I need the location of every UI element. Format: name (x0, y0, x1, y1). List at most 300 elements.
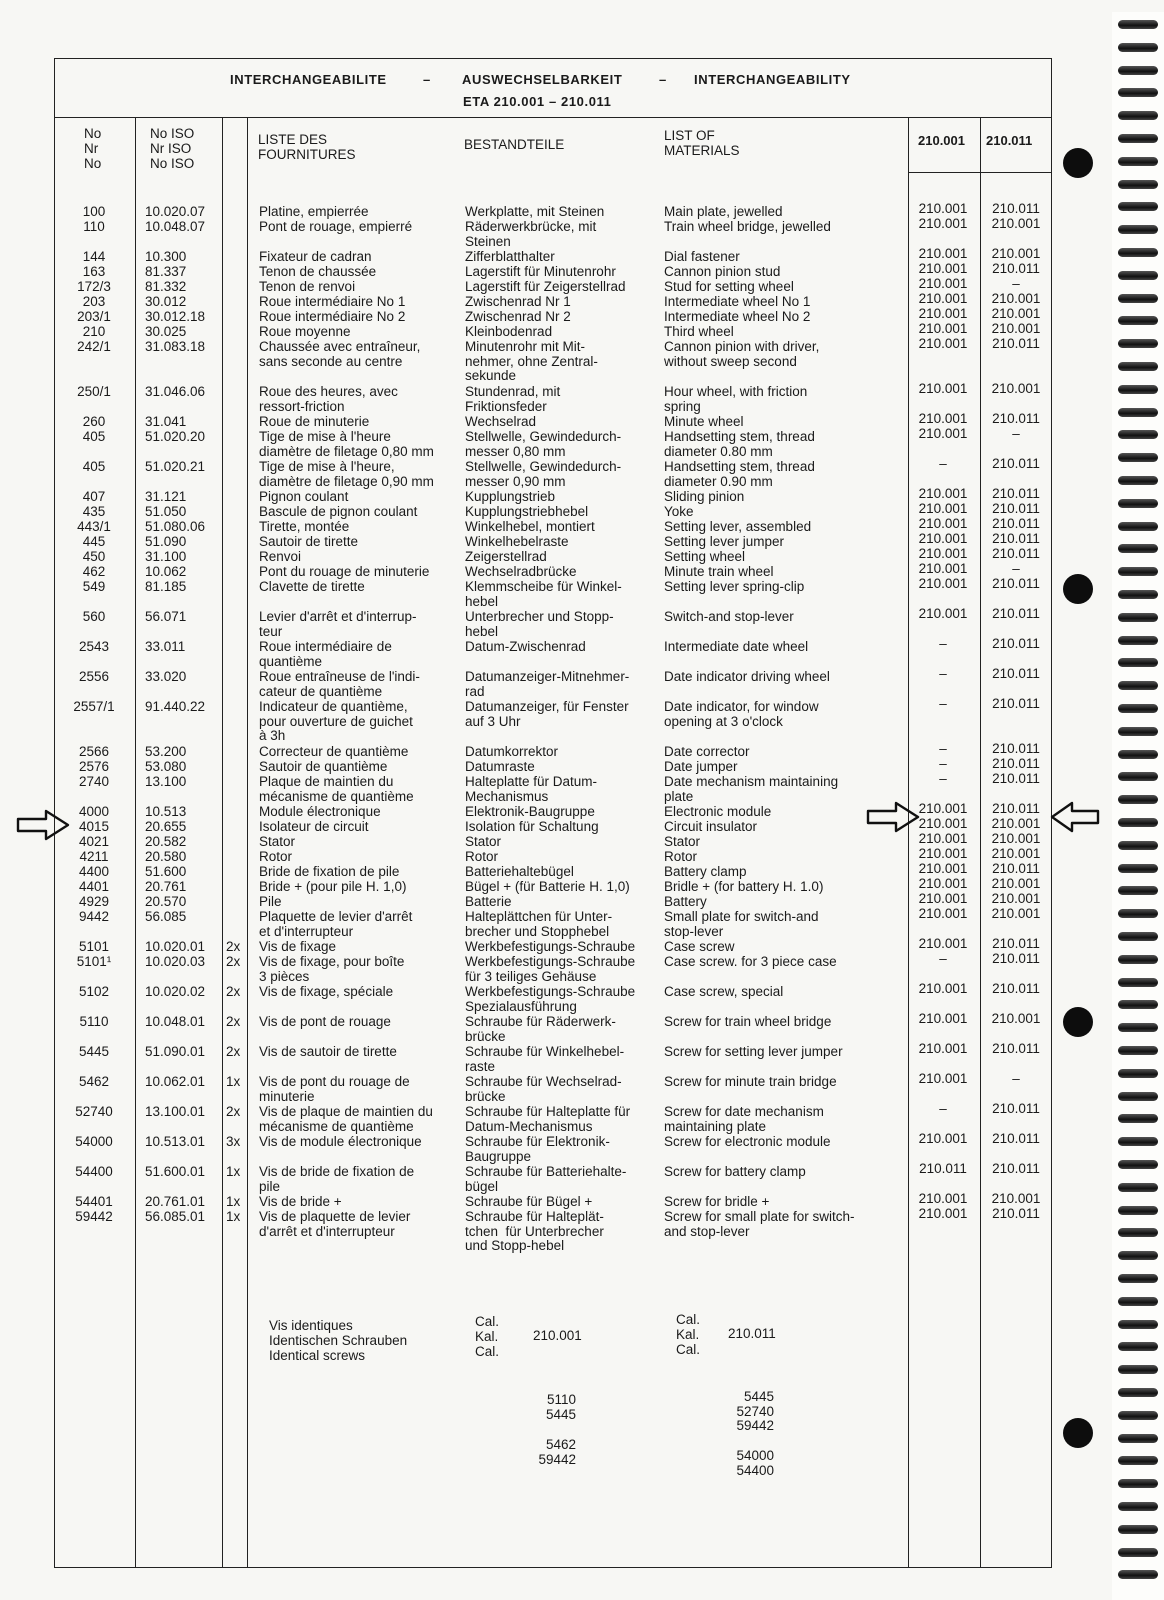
cell-en: Case screw, special (664, 984, 784, 999)
cell-en: Screw for date mechanism maintaining plate (664, 1104, 824, 1134)
cell-no: 2543 (78, 639, 110, 654)
cell-de: Winkelhebelraste (465, 534, 569, 549)
cell-fr: Sautoir de tirette (259, 534, 359, 549)
cell-iso: 10.020.01 (145, 939, 206, 954)
binding-coil (1118, 1479, 1158, 1488)
cell-a: 210.001 (918, 891, 968, 906)
cell-no: 9442 (78, 909, 110, 924)
cell-b: 210.011 (992, 1161, 1040, 1176)
cell-qty: 2x (226, 939, 241, 954)
cell-de: Werkbefestigungs-Schraube für 3 teiliges Gehäuse (465, 954, 636, 984)
cell-en: Electronic module (664, 804, 772, 819)
cal-left-number: 210.001 (533, 1328, 582, 1343)
cell-fr: Vis de fixage (259, 939, 337, 954)
binding-coil (1118, 248, 1158, 257)
cell-en: Handsetting stem, thread diameter 0.90 mm (664, 459, 815, 489)
cell-iso: 53.200 (145, 744, 187, 759)
cal-left-label: Cal. Kal. Cal. (475, 1314, 500, 1359)
cell-no: 5445 (78, 1044, 110, 1059)
cell-b: 210.011 (992, 861, 1040, 876)
binding-coil (1118, 681, 1158, 690)
cell-en: Minute wheel (664, 414, 744, 429)
cell-en: Stator (664, 834, 701, 849)
cell-b: 210.011 (992, 801, 1040, 816)
cell-a: 210.001 (918, 1041, 968, 1056)
cell-en: Intermediate wheel No 2 (664, 309, 811, 324)
binding-coil (1118, 111, 1158, 120)
cell-b: 210.011 (992, 486, 1040, 501)
cell-de: Datumanzeiger-Mitnehmer- rad (465, 669, 630, 699)
cell-a: – (939, 756, 947, 771)
cell-de: Datum-Zwischenrad (465, 639, 586, 654)
cell-b: 210.011 (992, 576, 1040, 591)
binding-coil (1118, 1434, 1158, 1443)
binding-coil (1118, 1023, 1158, 1032)
cell-de: Stellwelle, Gewindedurch- messer 0,90 mm (465, 459, 622, 489)
cell-no: 163 (82, 264, 106, 279)
cell-en: Hour wheel, with friction spring (664, 384, 808, 414)
cell-iso: 20.761 (145, 879, 187, 894)
header-no: No Nr No (84, 126, 102, 171)
cell-iso: 13.100.01 (145, 1104, 206, 1119)
cell-no: 5102 (78, 984, 110, 999)
cell-iso: 51.050 (145, 504, 187, 519)
binding-coil (1118, 1274, 1158, 1283)
cell-de: Datumanzeiger, für Fenster auf 3 Uhr (465, 699, 629, 729)
cell-en: Sliding pinion (664, 489, 745, 504)
cell-b: 210.001 (991, 846, 1041, 861)
cell-fr: Levier d'arrêt et d'interrup- teur (259, 609, 417, 639)
right-pointing-arrow-icon (866, 800, 922, 834)
binding-coil (1118, 1046, 1158, 1055)
binding-coil (1118, 1411, 1158, 1420)
cell-en: Screw for minute train bridge (664, 1074, 837, 1089)
cell-de: Schraube für Halteplät- tchen für Unterbrecher und Stopp-hebel (465, 1209, 604, 1254)
cell-iso: 31.121 (145, 489, 187, 504)
cell-b: 210.011 (992, 1101, 1040, 1116)
cell-de: Schraube für Winkelhebel- raste (465, 1044, 625, 1074)
binding-coil (1118, 955, 1158, 964)
cell-en: Circuit insulator (664, 819, 758, 834)
cell-fr: Bascule de pignon coulant (259, 504, 418, 519)
cell-qty: 3x (226, 1134, 241, 1149)
binding-coil (1118, 339, 1158, 348)
cell-a: 210.001 (918, 321, 968, 336)
cell-en: Setting lever, assembled (664, 519, 812, 534)
cell-en: Case screw. for 3 piece case (664, 954, 837, 969)
cell-b: 210.011 (992, 516, 1040, 531)
cell-b: 210.011 (992, 666, 1040, 681)
cell-a: – (939, 696, 947, 711)
cell-iso: 51.600 (145, 864, 187, 879)
cell-en: Screw for battery clamp (664, 1164, 806, 1179)
cell-de: Zeigerstellrad (465, 549, 547, 564)
cell-no: 144 (82, 249, 106, 264)
left-pointing-arrow-icon (1050, 800, 1100, 834)
cell-iso: 10.513 (145, 804, 187, 819)
cell-iso: 56.071 (145, 609, 187, 624)
cell-no: 405 (82, 429, 106, 444)
binding-coil (1118, 909, 1158, 918)
cell-b: 210.011 (992, 201, 1040, 216)
binding-coil (1118, 772, 1158, 781)
binding-coil (1118, 1228, 1158, 1237)
cell-a: 210.001 (918, 1191, 968, 1206)
binding-coil (1118, 795, 1158, 804)
cell-a: 210.001 (918, 831, 968, 846)
cell-fr: Tenon de renvoi (259, 279, 356, 294)
cell-a: 210.011 (919, 1161, 967, 1176)
binding-coil (1118, 1388, 1158, 1397)
title-en: INTERCHANGEABILITY (694, 72, 851, 87)
cell-de: Stundenrad, mit Friktionsfeder (465, 384, 561, 414)
cell-iso: 31.100 (145, 549, 187, 564)
cell-iso: 30.012.18 (145, 309, 206, 324)
cell-qty: 2x (226, 1104, 241, 1119)
cell-de: Zwischenrad Nr 1 (465, 294, 571, 309)
cell-a: 210.001 (918, 1131, 968, 1146)
cell-fr: Plaque de maintien du mécanisme de quantième (259, 774, 414, 804)
binding-coil (1118, 864, 1158, 873)
cell-a: 210.001 (918, 981, 968, 996)
cell-iso: 10.020.07 (145, 204, 206, 219)
cell-a: 210.001 (918, 576, 968, 591)
cell-qty: 2x (226, 1044, 241, 1059)
binding-coil (1118, 567, 1158, 576)
cell-b: 210.011 (992, 756, 1040, 771)
cell-iso: 33.020 (145, 669, 187, 684)
cell-qty: 2x (226, 1014, 241, 1029)
cell-no: 5462 (78, 1074, 110, 1089)
cell-iso: 33.011 (145, 639, 186, 654)
cell-fr: Rotor (259, 849, 293, 864)
cell-a: 210.001 (918, 261, 968, 276)
header-fournitures: LISTE DES FOURNITURES (258, 132, 356, 162)
cell-b: – (1012, 561, 1020, 576)
cell-iso: 10.062.01 (145, 1074, 206, 1089)
identical-right-group-1: 5445 52740 59442 (736, 1389, 774, 1434)
cell-b: 210.011 (992, 771, 1040, 786)
cell-no: 172/3 (77, 279, 111, 294)
cell-iso: 10.062 (145, 564, 187, 579)
binding-coil (1118, 294, 1158, 303)
cell-iso: 81.332 (145, 279, 187, 294)
cell-de: Werkbefestigungs-Schraube (465, 939, 636, 954)
binding-coil (1118, 316, 1158, 325)
cell-iso: 13.100 (145, 774, 187, 789)
binding-coil (1118, 1069, 1158, 1078)
cell-b: 210.001 (991, 816, 1041, 831)
cell-fr: Chaussée avec entraîneur, sans seconde au centre (259, 339, 421, 369)
cell-a: 210.001 (918, 1011, 968, 1026)
binding-coil (1118, 704, 1158, 713)
header-iso: No ISO Nr ISO No ISO (150, 126, 195, 171)
cell-a: 210.001 (918, 276, 968, 291)
cell-iso: 31.083.18 (145, 339, 206, 354)
header-210001: 210.001 (918, 133, 965, 148)
cell-a: 210.001 (918, 306, 968, 321)
cell-b: 210.001 (991, 876, 1041, 891)
cell-b: 210.011 (992, 411, 1040, 426)
binding-coil (1118, 202, 1158, 211)
cell-fr: Indicateur de quantième, pour ouverture de guichet à 3h (259, 699, 413, 744)
cell-no: 242/1 (77, 339, 111, 354)
cell-no: 2576 (78, 759, 110, 774)
cell-en: Bridle + (for battery H. 1.0) (664, 879, 824, 894)
cell-b: 210.011 (992, 1206, 1040, 1221)
cell-de: Kupplungstrieb (465, 489, 556, 504)
cell-qty: 1x (226, 1164, 241, 1179)
binding-coil (1118, 978, 1158, 987)
cell-no: 5110 (79, 1014, 109, 1029)
cell-en: Yoke (664, 504, 694, 519)
binding-coil (1118, 1000, 1158, 1009)
cell-a: 210.001 (918, 561, 968, 576)
cell-qty: 1x (226, 1074, 241, 1089)
title-dash-1: – (423, 72, 431, 87)
cell-b: 210.001 (991, 1011, 1041, 1026)
cell-iso: 10.513.01 (145, 1134, 206, 1149)
binding-coil (1118, 20, 1158, 29)
cell-de: Kupplungstriebhebel (465, 504, 589, 519)
cell-no: 4015 (78, 819, 110, 834)
cell-b: 210.011 (992, 606, 1040, 621)
cell-de: Halteplatte für Datum- Mechanismus (465, 774, 598, 804)
cell-b: 210.011 (992, 456, 1040, 471)
cell-en: Screw for setting lever jumper (664, 1044, 843, 1059)
cell-en: Battery (664, 894, 707, 909)
cell-a: 210.001 (918, 381, 968, 396)
cell-qty: 1x (226, 1209, 241, 1224)
cell-de: Batteriehaltebügel (465, 864, 574, 879)
cell-a: 210.001 (918, 291, 968, 306)
cell-de: Schraube für Halteplatte für Datum-Mechanismus (465, 1104, 631, 1134)
cell-b: 210.011 (992, 336, 1040, 351)
binding-coil (1118, 1114, 1158, 1123)
cell-en: Setting lever spring-clip (664, 579, 805, 594)
cell-en: Handsetting stem, thread diameter 0.80 mm (664, 429, 815, 459)
cell-de: Klemmscheibe für Winkel- hebel (465, 579, 622, 609)
binding-coil (1118, 88, 1158, 97)
cell-fr: Vis de fixage, pour boîte 3 pièces (259, 954, 405, 984)
cell-en: Screw for train wheel bridge (664, 1014, 832, 1029)
cell-a: 210.001 (918, 906, 968, 921)
cell-a: – (939, 456, 947, 471)
cell-de: Rotor (465, 849, 499, 864)
cell-b: – (1012, 276, 1020, 291)
cell-fr: Tenon de chaussée (259, 264, 377, 279)
cell-de: Wechselrad (465, 414, 537, 429)
binding-coil (1118, 385, 1158, 394)
cell-iso: 51.090.01 (145, 1044, 206, 1059)
cell-fr: Roue moyenne (259, 324, 351, 339)
cell-en: Cannon pinion with driver, without sweep second (664, 339, 820, 369)
cell-fr: Roue intermédiaire de quantième (259, 639, 392, 669)
binding-coil (1118, 1525, 1158, 1534)
binding-coil (1118, 750, 1158, 759)
cell-de: Zwischenrad Nr 2 (465, 309, 571, 324)
cell-fr: Clavette de tirette (259, 579, 365, 594)
cell-no: 110 (83, 219, 105, 234)
binding-coil (1118, 1092, 1158, 1101)
cell-b: 210.011 (992, 636, 1040, 651)
binding-coil (1118, 727, 1158, 736)
cell-en: Switch-and stop-lever (664, 609, 794, 624)
cell-iso: 20.580 (145, 849, 187, 864)
cal-right-label: Cal. Kal. Cal. (676, 1312, 701, 1357)
cell-fr: Roue intermédiaire No 1 (259, 294, 406, 309)
cell-a: 210.001 (918, 546, 968, 561)
cell-a: – (939, 951, 947, 966)
cell-a: 210.001 (918, 246, 968, 261)
cell-iso: 20.761.01 (145, 1194, 206, 1209)
binding-coil (1118, 1183, 1158, 1192)
binding-coil (1118, 499, 1158, 508)
binding-coil (1118, 522, 1158, 531)
column-divider (135, 117, 136, 1568)
cell-iso: 20.582 (145, 834, 187, 849)
cell-de: Stator (465, 834, 502, 849)
cell-b: 210.001 (991, 306, 1041, 321)
cell-no: 203 (82, 294, 106, 309)
cell-no: 2557/1 (73, 699, 115, 714)
cell-de: Schraube für Wechselrad- brücke (465, 1074, 622, 1104)
cell-en: Intermediate date wheel (664, 639, 809, 654)
cell-no: 54400 (75, 1164, 113, 1179)
cell-a: 210.001 (918, 1071, 968, 1086)
binding-coil (1118, 1206, 1158, 1215)
cell-a: – (939, 636, 947, 651)
binding-coil (1118, 271, 1158, 280)
cell-fr: Renvoi (259, 549, 302, 564)
cell-fr: Sautoir de quantième (259, 759, 388, 774)
binding-coil (1118, 1365, 1158, 1374)
cell-b: 210.001 (991, 216, 1041, 231)
identical-screws-label: Vis identiques Identischen Schrauben Identical screws (269, 1318, 408, 1363)
cell-en: Main plate, jewelled (664, 204, 783, 219)
cell-a: 210.001 (918, 411, 968, 426)
cell-fr: Bride + (pour pile H. 1,0) (259, 879, 407, 894)
cell-iso: 81.337 (145, 264, 187, 279)
cell-de: Winkelhebel, montiert (465, 519, 595, 534)
binding-coil (1118, 1137, 1158, 1146)
cell-en: Third wheel (664, 324, 734, 339)
cell-iso: 51.600.01 (145, 1164, 206, 1179)
cell-de: Unterbrecher und Stopp- hebel (465, 609, 614, 639)
cell-de: Bügel + (für Batterie H. 1,0) (465, 879, 630, 894)
cell-a: 210.001 (918, 201, 968, 216)
cell-en: Case screw (664, 939, 735, 954)
binding-coil (1118, 180, 1158, 189)
binding-coil (1118, 841, 1158, 850)
cell-no: 4401 (78, 879, 110, 894)
cell-fr: Vis de pont du rouage de minuterie (259, 1074, 410, 1104)
cell-b: 210.011 (992, 696, 1040, 711)
binding-coil (1118, 886, 1158, 895)
cell-qty: 2x (226, 984, 241, 999)
cell-b: 210.001 (991, 381, 1041, 396)
cell-no: 4929 (78, 894, 110, 909)
cell-a: 210.001 (918, 216, 968, 231)
punch-hole (1063, 574, 1093, 604)
cell-iso: 31.046.06 (145, 384, 206, 399)
cell-en: Date jumper (664, 759, 738, 774)
cell-b: 210.011 (992, 1041, 1040, 1056)
cell-fr: Correcteur de quantième (259, 744, 409, 759)
cell-fr: Bride de fixation de pile (259, 864, 400, 879)
binding-coil (1118, 658, 1158, 667)
cell-fr: Platine, empierrée (259, 204, 369, 219)
cell-fr: Vis de plaquette de levier d'arrêt et d'interrupteur (259, 1209, 411, 1239)
cell-a: 210.001 (918, 606, 968, 621)
cell-fr: Tige de mise à l'heure, diamètre de filetage 0,90 mm (259, 459, 434, 489)
cell-iso: 30.012 (145, 294, 187, 309)
cell-qty: 2x (226, 954, 241, 969)
binding-coil (1118, 1456, 1158, 1465)
cell-a: 210.001 (918, 876, 968, 891)
cell-fr: Vis de module électronique (259, 1134, 422, 1149)
cell-fr: Isolateur de circuit (259, 819, 369, 834)
cell-en: Stud for setting wheel (664, 279, 794, 294)
cell-iso: 10.300 (145, 249, 187, 264)
cell-b: 210.011 (992, 546, 1040, 561)
binding-coil (1118, 1297, 1158, 1306)
cell-iso: 56.085.01 (145, 1209, 206, 1224)
cell-de: Halteplättchen für Unter- brecher und Stopphebel (465, 909, 613, 939)
binding-coil (1118, 408, 1158, 417)
binding-coil (1118, 1320, 1158, 1329)
cell-de: Zifferblatthalter (465, 249, 555, 264)
cell-a: 210.001 (918, 336, 968, 351)
cell-de: Elektronik-Baugruppe (465, 804, 595, 819)
cell-a: – (939, 666, 947, 681)
cell-no: 450 (82, 549, 106, 564)
left-arrow-icon (16, 808, 72, 842)
binding-coil (1118, 66, 1158, 75)
cell-no: 52740 (75, 1104, 113, 1119)
cell-fr: Stator (259, 834, 296, 849)
cell-b: 210.011 (992, 531, 1040, 546)
cell-no: 5101¹ (76, 954, 112, 969)
binding-coil (1118, 590, 1158, 599)
binding-coil (1118, 1570, 1158, 1579)
cell-no: 445 (82, 534, 106, 549)
binding-coil (1118, 134, 1158, 143)
cell-a: – (939, 771, 947, 786)
cell-a: 210.001 (918, 531, 968, 546)
punch-hole (1063, 1007, 1093, 1037)
binding-coil (1118, 1502, 1158, 1511)
binding-coil (1118, 453, 1158, 462)
cell-en: Dial fastener (664, 249, 740, 264)
column-divider (222, 117, 223, 1568)
cell-b: 210.011 (992, 951, 1040, 966)
cell-iso: 53.080 (145, 759, 187, 774)
cell-en: Small plate for switch-and stop-lever (664, 909, 819, 939)
cell-a: – (939, 741, 947, 756)
cell-a: 210.001 (918, 501, 968, 516)
cell-b: 210.001 (991, 1191, 1041, 1206)
cell-fr: Module électronique (259, 804, 381, 819)
cell-en: Cannon pinion stud (664, 264, 781, 279)
cell-en: Rotor (664, 849, 698, 864)
cell-fr: Vis de fixage, spéciale (259, 984, 394, 999)
binding-coil (1118, 544, 1158, 553)
binding-coil (1118, 1342, 1158, 1351)
cell-b: – (1012, 426, 1020, 441)
cell-de: Kleinbodenrad (465, 324, 553, 339)
cell-b: 210.011 (992, 936, 1040, 951)
